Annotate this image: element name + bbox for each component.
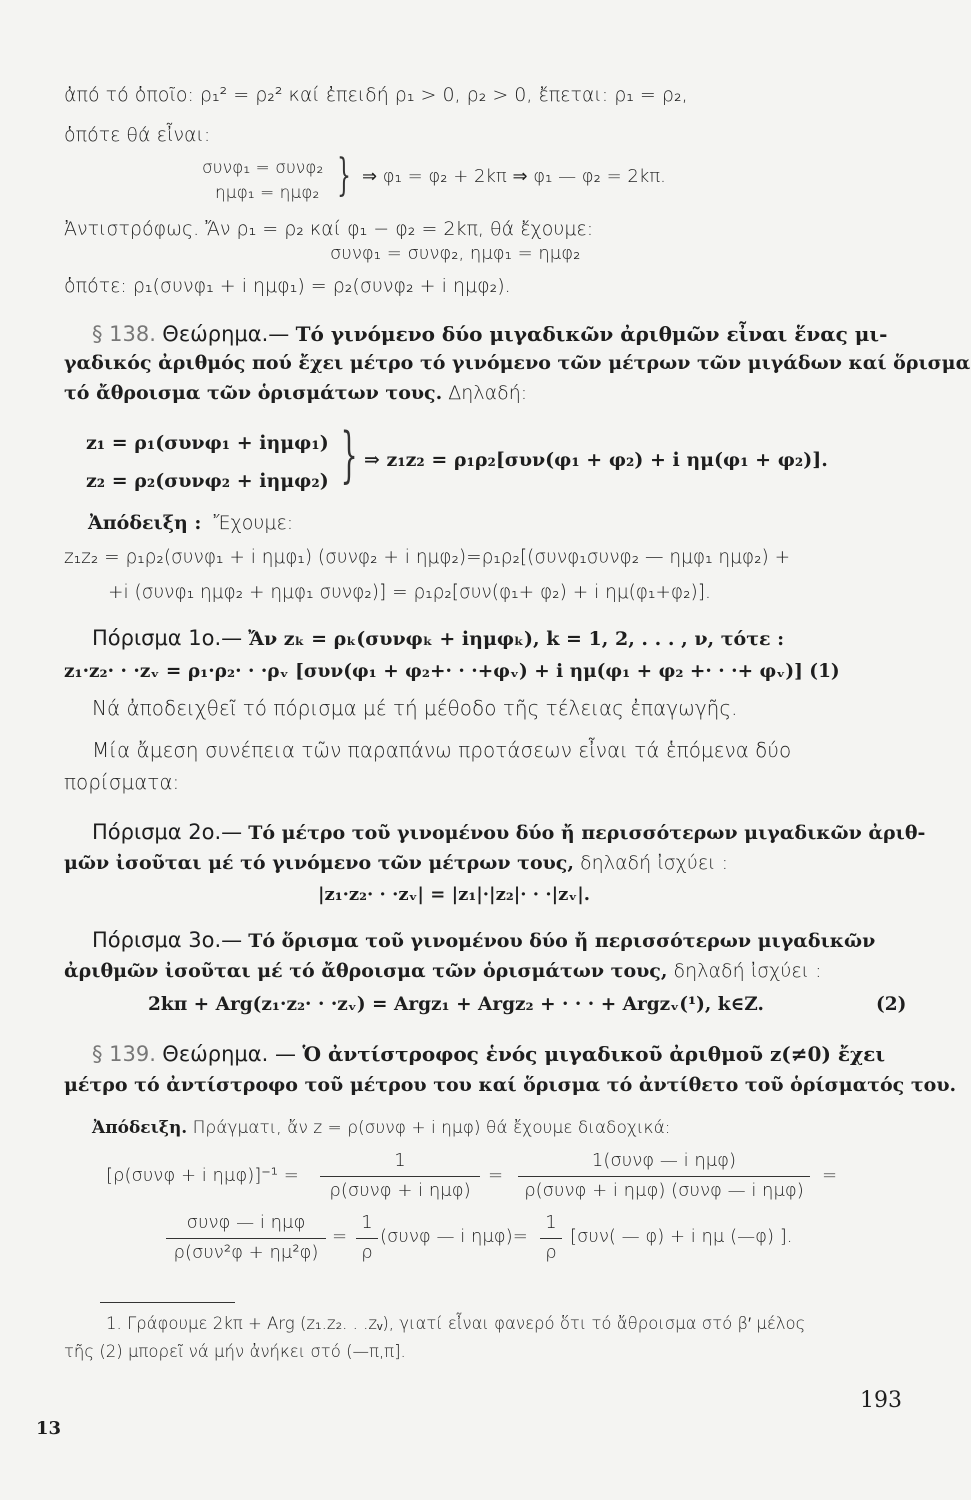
fraction-denominator: ρ(συνφ + i ημφ) (συνφ — i ημφ)	[524, 1180, 804, 1201]
equation-line: 2kπ + Arg(z₁·z₂· · ·zᵥ) = Argz₁ + Argz₂ + · · · + Argzᵥ(¹), k∈Z.	[148, 994, 764, 1015]
page-number: 193	[860, 1388, 902, 1413]
text-part: Δηλαδή:	[448, 382, 528, 404]
equation-line: |z₁·z₂· · ·zᵥ| = |z₁|·|z₂|· · ·|zᵥ|.	[318, 884, 591, 905]
proof-label: Ἀπόδειξη.	[92, 1118, 188, 1138]
equation-line: ημφ₁ = ημφ₂	[215, 183, 320, 203]
text-part: Πράγματι, ἄν z = ρ(συνφ + i ημφ) θά ἔχουμε διαδοχικά:	[192, 1118, 671, 1138]
fraction-numerator: συνφ — i ημφ	[186, 1212, 306, 1233]
equals-sign: =	[488, 1165, 504, 1186]
theorem-text-part: τό ἄθροισμα τῶν ὁρισμάτων τους.	[64, 382, 443, 404]
theorem-138-line	[92, 322, 887, 347]
text-part: δηλαδή ἰσχύει :	[580, 852, 728, 874]
footnote-line: 1. Γράφουμε 2kπ + Arg (z₁.z₂. . .zᵥ), γιατί εἶναι φανερό ὅτι τό ἄθροισμα στό β′ μέλος	[106, 1314, 806, 1333]
fraction-bar	[518, 1176, 810, 1177]
theorem-139-line	[92, 1042, 885, 1067]
equation-lhs: [ρ(συνφ + i ημφ)]⁻¹ =	[106, 1165, 299, 1186]
theorem-text: Ὁ ἀντίστροφος ἑνός μιγαδικοῦ ἀριθμοῦ z(≠0) ἔχει	[302, 1042, 886, 1066]
corollary-title: Πόρισμα 1ο.—	[92, 626, 243, 650]
text-part: δηλαδή ἰσχύει :	[673, 960, 822, 982]
equation-number: (2)	[876, 994, 907, 1015]
fraction-denominator: ρ	[361, 1242, 373, 1263]
equation-line: z₁z₂ = ρ₁ρ₂(συνφ₁ + i ημφ₁) (συνφ₂ + i ημφ₂)=ρ₁ρ₂[(συνφ₁συνφ₂ — ημφ₁ ημφ₂) +	[64, 547, 791, 568]
equals-sign: =	[332, 1226, 348, 1247]
section-number: § 138.	[92, 322, 156, 346]
right-brace: }	[340, 420, 358, 490]
text-line: ὁπότε θά εἶναι:	[64, 124, 211, 146]
corollary-3-heading	[92, 928, 875, 953]
fraction-numerator: 1	[545, 1212, 557, 1233]
corollary-text-part: ἀριθμῶν ἰσοῦται μέ τό ἄθροισμα τῶν ὁρισμάτων τους,	[64, 960, 668, 982]
corollary-title: Πόρισμα 3ο.—	[92, 928, 243, 952]
fraction-bar	[356, 1238, 378, 1239]
fraction-denominator: ρ(συν²φ + ημ²φ)	[173, 1242, 319, 1263]
section-title: Θεώρημα. —	[162, 1042, 296, 1066]
corollary-2-heading	[92, 820, 925, 845]
corollary-text	[64, 960, 821, 983]
section-number: § 139.	[92, 1042, 156, 1066]
equation-result: ⇒ z₁z₂ = ρ₁ρ₂[συν(φ₁ + φ₂) + i ημ(φ₁ + φ₂)].	[364, 449, 828, 471]
proof-label: Ἀπόδειξη :	[88, 512, 202, 534]
theorem-text: μέτρο τό ἀντίστροφο τοῦ μέτρου του καί ὅρισμα τό ἀντίθετο τοῦ ὁρίσματός του.	[64, 1074, 957, 1096]
text-line: ὁπότε: ρ₁(συνφ₁ + i ημφ₁) = ρ₂(συνφ₂ + i ημφ₂).	[64, 275, 511, 297]
fraction-bar	[320, 1176, 480, 1177]
fraction-bar	[166, 1238, 326, 1239]
equation-middle: (συνφ — i ημφ)=	[380, 1226, 528, 1247]
text-line: Μία ἄμεση συνέπεια τῶν παραπάνω προτάσεων εἶναι τά ἑπόμενα δύο	[92, 738, 792, 762]
fraction-numerator: 1	[361, 1212, 373, 1233]
equation-line: συνφ₁ = συνφ₂, ημφ₁ = ημφ₂	[330, 243, 581, 264]
signature-mark: 13	[36, 1418, 62, 1439]
text-line: πορίσματα:	[64, 770, 180, 794]
corollary-text: Ἄν zₖ = ρₖ(συνφₖ + iημφₖ), k = 1, 2, . . . , ν, τότε :	[248, 628, 785, 650]
footnote-rule	[100, 1302, 235, 1303]
text-part: Ἔχουμε:	[213, 512, 294, 534]
fraction-denominator: ρ(συνφ + i ημφ)	[329, 1180, 471, 1201]
corollary-text: Τό μέτρο τοῦ γινομένου δύο ἤ περισσότερων μιγαδικῶν ἀριθ-	[248, 822, 926, 844]
text-line: Ἀντιστρόφως. Ἄν ρ₁ = ρ₂ καί φ₁ − φ₂ = 2kπ, θά ἔχουμε:	[64, 218, 594, 240]
footnote-line: τῆς (2) μπορεῖ νά μήν ἀνήκει στό (—π,π].	[64, 1342, 406, 1361]
equation-end: [συν( — φ) + i ημ (—φ) ].	[570, 1226, 793, 1247]
section-title: Θεώρημα.—	[162, 322, 290, 346]
fraction-denominator: ρ	[545, 1242, 557, 1263]
equation-line: z₂ = ρ₂(συνφ₂ + iημφ₂)	[86, 470, 329, 492]
equation-line: συνφ₁ = συνφ₂	[202, 158, 324, 178]
fraction-bar	[540, 1238, 562, 1239]
fraction-numerator: 1(συνφ — i ημφ)	[591, 1150, 737, 1171]
corollary-title: Πόρισμα 2ο.—	[92, 820, 243, 844]
text-line: Νά ἀποδειχθεῖ τό πόρισμα μέ τή μέθοδο τῆς τέλειας ἐπαγωγῆς.	[92, 696, 738, 720]
fraction-numerator: 1	[394, 1150, 406, 1171]
theorem-text: Τό γινόμενο δύο μιγαδικῶν ἀριθμῶν εἶναι ἕνας μι-	[295, 322, 888, 346]
equation-line: +i (συνφ₁ ημφ₂ + ημφ₁ συνφ₂)] = ρ₁ρ₂[συν(φ₁+ φ₂) + i ημ(φ₁+φ₂)].	[108, 582, 711, 603]
corollary-text	[64, 852, 728, 875]
equation-line: z₁ = ρ₁(συνφ₁ + iημφ₁)	[86, 432, 329, 454]
equation-result: ⇒ φ₁ = φ₂ + 2kπ ⇒ φ₁ — φ₂ = 2kπ.	[362, 166, 666, 187]
right-brace: }	[337, 150, 351, 201]
theorem-text: γαδικός ἀριθμός πού ἔχει μέτρο τό γινόμενο τῶν μέτρων τῶν μιγάδων καί ὅρισμα	[64, 352, 971, 374]
corollary-text: Τό ὅρισμα τοῦ γινομένου δύο ἤ περισσότερων μιγαδικῶν	[248, 930, 876, 952]
proof-heading	[92, 1118, 671, 1138]
equals-sign: =	[822, 1165, 838, 1186]
corollary-text-part: μῶν ἰσοῦται μέ τό γινόμενο τῶν μέτρων τους,	[64, 852, 574, 874]
proof-heading	[88, 512, 293, 535]
theorem-text	[64, 382, 527, 405]
equation-line: z₁·z₂· · ·zᵥ = ρ₁·ρ₂· · ·ρᵥ [συν(φ₁ + φ₂+· · ·+φᵥ) + i ημ(φ₁ + φ₂ +· · ·+ φᵥ)] (1)	[64, 661, 840, 682]
text-line: ἀπό τό ὁποῖο: ρ₁² = ρ₂² καί ἐπειδή ρ₁ > 0, ρ₂ > 0, ἔπεται: ρ₁ = ρ₂,	[64, 84, 688, 106]
corollary-1-heading	[92, 626, 784, 651]
